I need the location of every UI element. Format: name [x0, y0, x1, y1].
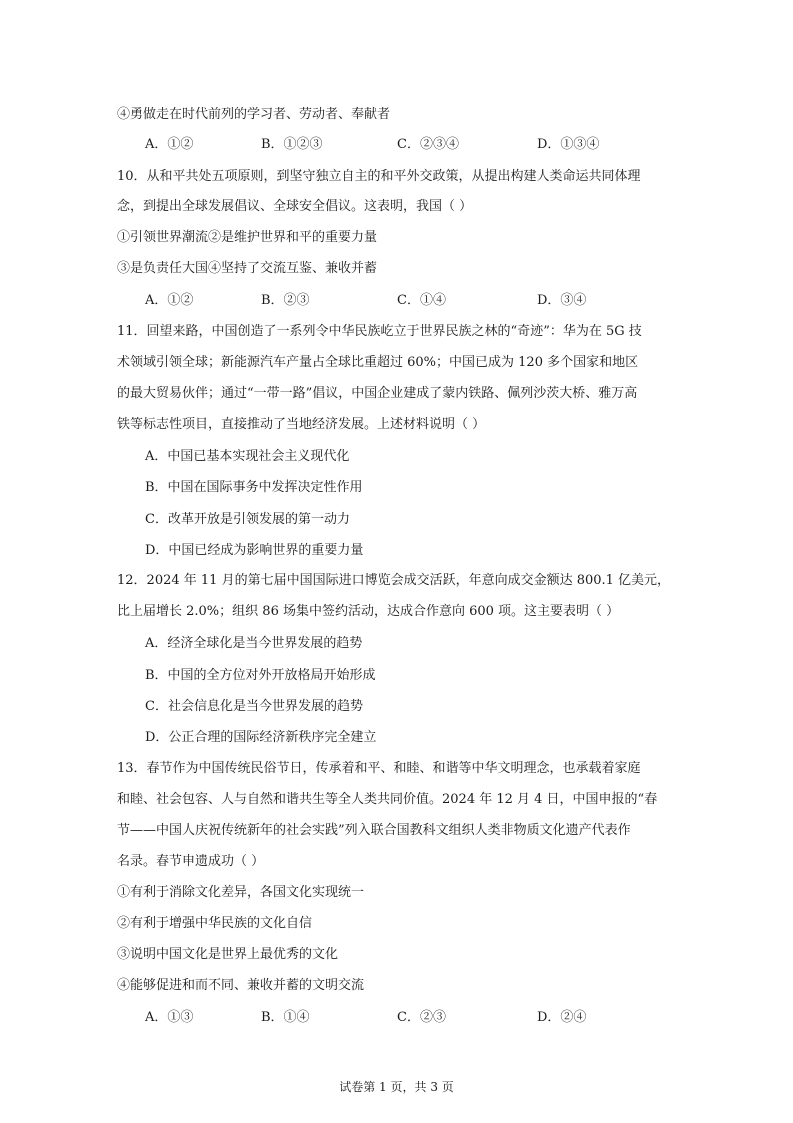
q12-option-d[interactable]: D．公正合理的国际经济新秩序完全建立	[145, 730, 377, 745]
q13-stem-line-4: 名录。春节申遗成功（ ）	[117, 854, 265, 869]
q13-item-3: ③说明中国文化是世界上最优秀的文化	[117, 947, 339, 962]
q13-option-b[interactable]: B．①④	[261, 1010, 310, 1025]
q10-options	[145, 292, 665, 310]
q9-option-c[interactable]: C．②③④	[397, 137, 459, 152]
page-footer: 试卷第 1 页，共 3 页	[339, 1080, 454, 1094]
q11-option-d[interactable]: D．中国已经成为影响世界的重要力量	[145, 543, 364, 558]
q13-stem-line-3: 节——中国人庆祝传统新年的社会实践”列入联合国教科文组织人类非物质文化遗产代表作	[117, 823, 631, 838]
q12-option-a[interactable]: A．经济全球化是当今世界发展的趋势	[145, 636, 363, 651]
q9-options	[145, 136, 665, 154]
q10-option-c[interactable]: C．①④	[397, 293, 446, 308]
q10-option-d[interactable]: D．③④	[537, 293, 587, 308]
q12-option-b[interactable]: B．中国的全方位对外开放格局开始形成	[145, 668, 376, 683]
q11-stem-line-1: 11．回望来路，中国创造了一系列令中华民族屹立于世界民族之林的“奇迹”：华为在 5G 技	[117, 324, 642, 339]
q12-option-c[interactable]: C．社会信息化是当今世界发展的趋势	[145, 699, 363, 714]
q11-option-c[interactable]: C．改革开放是引领发展的第一动力	[145, 512, 350, 527]
q10-item-line-2: ③是负责任大国④坚持了交流互鉴、兼收并蓄	[117, 261, 378, 276]
q12-stem-line-2: 比上届增长 2.0%；组织 86 场集中签约活动，达成合作意向 600 项。这主要表明（ ）	[117, 604, 620, 619]
q10-option-a[interactable]: A．①②	[145, 293, 194, 308]
q9-option-b[interactable]: B．①②③	[261, 137, 323, 152]
q13-item-4: ④能够促进和而不同、兼收并蓄的文明交流	[117, 978, 365, 993]
q13-item-1: ①有利于消除文化差异，各国文化实现统一	[117, 885, 365, 900]
q9-item-4: ④勇做走在时代前列的学习者、劳动者、奉献者	[117, 107, 391, 122]
q11-stem-line-3: 的最大贸易伙伴；通过“一带一路”倡议，中国企业建成了蒙内铁路、佩列沙茨大桥、雅万高	[117, 386, 638, 401]
q10-stem-line-1: 10．从和平共处五项原则，到坚守独立自主的和平外交政策，从提出构建人类命运共同体理	[117, 169, 641, 184]
q13-stem-line-2: 和睦、社会包容、人与自然和谐共生等全人类共同价值。2024 年 12 月 4 日，中国申报的“春	[117, 792, 658, 807]
q13-option-c[interactable]: C．②③	[397, 1010, 446, 1025]
q13-stem-line-1: 13．春节作为中国传统民俗节日，传承着和平、和睦、和谐等中华文明理念，也承载着家庭	[117, 761, 641, 776]
q11-stem-line-4: 铁等标志性项目，直接推动了当地经济发展。上述材料说明（ ）	[117, 417, 486, 432]
q11-stem-line-2: 术领域引领全球；新能源汽车产量占全球比重超过 60%；中国已成为 120 多个国家和地区	[117, 355, 639, 370]
q10-stem-line-2: 念，到提出全球发展倡议、全球安全倡议。这表明，我国（ ）	[117, 199, 473, 214]
q11-option-b[interactable]: B．中国在国际事务中发挥决定性作用	[145, 480, 363, 495]
q10-option-b[interactable]: B．②③	[261, 293, 310, 308]
q9-option-a[interactable]: A．①②	[145, 137, 194, 152]
q13-option-d[interactable]: D．②④	[537, 1010, 587, 1025]
q13-option-a[interactable]: A．①③	[145, 1010, 194, 1025]
q9-option-d[interactable]: D．①③④	[537, 137, 600, 152]
q11-option-a[interactable]: A．中国已基本实现社会主义现代化	[145, 449, 350, 464]
q10-item-line-1: ①引领世界潮流②是维护世界和平的重要力量	[117, 230, 378, 245]
q12-stem-line-1: 12．2024 年 11 月的第七届中国国际进口博览会成交活跃，年意向成交金额达 800.1 亿美元，	[117, 573, 671, 588]
q13-options	[145, 1009, 665, 1027]
q13-item-2: ②有利于增强中华民族的文化自信	[117, 916, 313, 931]
